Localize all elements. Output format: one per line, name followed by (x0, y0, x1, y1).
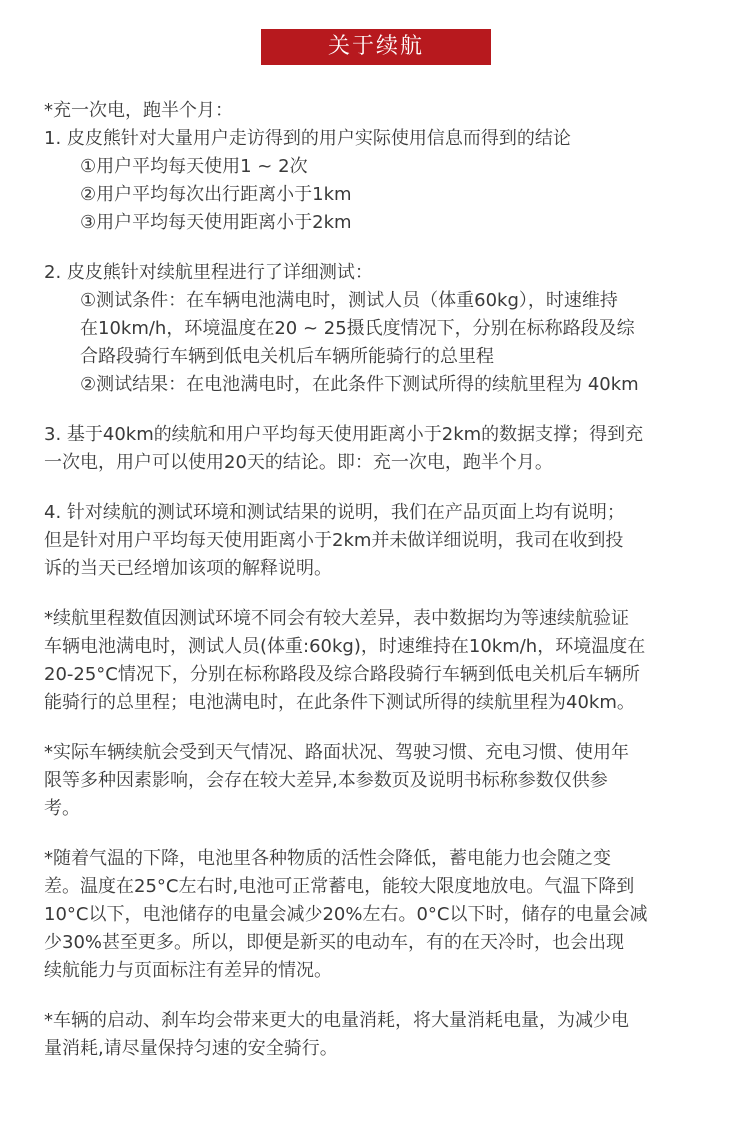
indented-text-line: ③用户平均每天使用距离小于2km (80, 212, 352, 233)
text-line: 考。 (44, 798, 80, 819)
indented-text-line: ②测试结果：在电池满电时，在此条件下测试所得的续航里程为 40km (80, 374, 639, 395)
text-line: *车辆的启动、刹车均会带来更大的电量消耗，将大量消耗电量，为减少电 (44, 1010, 629, 1031)
text-section (44, 739, 724, 823)
indented-text-line: 在10km/h，环境温度在20 ~ 25摄氏度情况下，分别在标称路段及综 (80, 318, 635, 339)
text-line: 能骑行的总里程；电池满电时，在此条件下测试所得的续航里程为40km。 (44, 692, 635, 713)
text-line: 但是针对用户平均每天使用距离小于2km并未做详细说明，我司在收到投 (44, 530, 624, 551)
text-line: 续航能力与页面标注有差异的情况。 (44, 960, 332, 981)
section-gap (44, 583, 724, 605)
text-section (44, 1007, 724, 1063)
text-section (44, 421, 724, 477)
text-line: *充一次电，跑半个月： (44, 100, 233, 121)
section-gap (44, 237, 724, 259)
text-line: 限等多种因素影响，会存在较大差异,本参数页及说明书标称参数仅供参 (44, 770, 608, 791)
text-line: 少30%甚至更多。所以，即便是新买的电动车，有的在天冷时，也会出现 (44, 932, 625, 953)
indented-text-line: ①用户平均每天使用1 ~ 2次 (80, 156, 308, 177)
text-section (44, 499, 724, 583)
text-line: 差。温度在25°C左右时,电池可正常蓄电，能较大限度地放电。气温下降到 (44, 876, 635, 897)
indented-text-line: ②用户平均每次出行距离小于1km (80, 184, 352, 205)
text-line: 车辆电池满电时，测试人员(体重:60kg)，时速维持在10km/h，环境温度在 (44, 636, 646, 657)
text-line: 一次电，用户可以使用20天的结论。即：充一次电，跑半个月。 (44, 452, 553, 473)
text-line: 诉的当天已经增加该项的解释说明。 (44, 558, 332, 579)
text-line: *实际车辆续航会受到天气情况、路面状况、驾驶习惯、充电习惯、使用年 (44, 742, 629, 763)
section-gap (44, 399, 724, 421)
text-line: 3. 基于40km的续航和用户平均每天使用距离小于2km的数据支撑；得到充 (44, 424, 644, 445)
section-gap (44, 477, 724, 499)
indented-text-line: 合路段骑行车辆到低电关机后车辆所能骑行的总里程 (80, 346, 494, 367)
text-line: 量消耗,请尽量保持匀速的安全骑行。 (44, 1038, 338, 1059)
text-section (44, 97, 724, 237)
text-line: 10°C以下，电池储存的电量会减少20%左右。0°C以下时，储存的电量会减 (44, 904, 648, 925)
content-body (44, 97, 724, 1063)
text-line: 2. 皮皮熊针对续航里程进行了详细测试： (44, 262, 373, 283)
text-section (44, 605, 724, 717)
text-section (44, 259, 724, 399)
text-line: 4. 针对续航的测试环境和测试结果的说明，我们在产品页面上均有说明； (44, 502, 625, 523)
section-gap (44, 985, 724, 1007)
text-line: 1. 皮皮熊针对大量用户走访得到的用户实际使用信息而得到的结论 (44, 128, 571, 149)
text-section (44, 845, 724, 985)
text-line: 20-25°C情况下，分别在标称路段及综合路段骑行车辆到低电关机后车辆所 (44, 664, 640, 685)
page-title: 关于续航 (261, 29, 491, 65)
text-line: *随着气温的下降，电池里各种物质的活性会降低，蓄电能力也会随之变 (44, 848, 611, 869)
section-gap (44, 717, 724, 739)
indented-text-line: ①测试条件：在车辆电池满电时，测试人员（体重60kg），时速维持 (80, 290, 618, 311)
section-gap (44, 823, 724, 845)
text-line: *续航里程数值因测试环境不同会有较大差异，表中数据均为等速续航验证 (44, 608, 629, 629)
